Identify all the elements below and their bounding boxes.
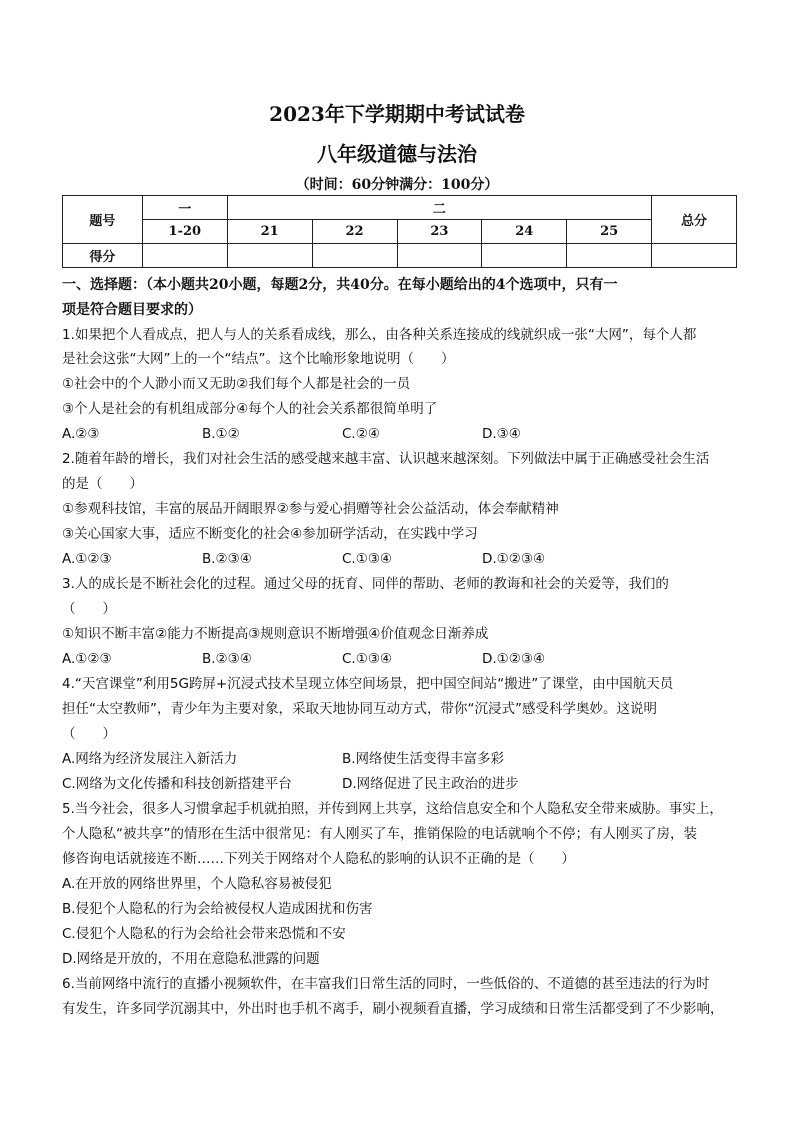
q1-option-c: C.②④ <box>342 426 380 442</box>
score-table <box>62 195 737 268</box>
score-cell <box>142 244 227 268</box>
q2-option-a: A.①②③ <box>62 551 112 567</box>
q3-stem-line2: （ ） <box>62 601 116 617</box>
section-heading-line1: 一、选择题：（本小题共20小题，每题2分，共40分。在每小题给出的4个选项中，只有一 <box>62 277 618 293</box>
q3-stem-line1: 3.人的成长是不断社会化的过程。通过父母的抚育、同伴的帮助、老师的教诲和社会的关爱等，我们的 <box>62 576 669 592</box>
q6-stem-line2: 有发生，许多同学沉溺其中，外出时也手机不离手，刷小视频看直播，学习成绩和日常生活都受到了不少影响， <box>62 1001 724 1017</box>
q5-option-c: C.侵犯个人隐私的行为会给社会带来恐慌和不安 <box>62 926 346 942</box>
score-table-section-two: 二 <box>227 196 651 220</box>
q5-option-a: A.在开放的网络世界里，个人隐私容易被侵犯 <box>62 876 332 892</box>
q1-stem-line1: 1.如果把个人看成点，把人与人的关系看成线，那么，由各种关系连接成的线就织成一张“大网”，每个人都 <box>62 327 697 343</box>
q2-stem-line2: 的是（ ） <box>62 476 143 492</box>
q3-option-c: C.①③④ <box>342 651 393 667</box>
score-cell <box>482 244 567 268</box>
q4-option-d: D.网络促进了民主政治的进步 <box>342 776 519 792</box>
score-table-q21: 21 <box>227 220 312 244</box>
score-cell <box>652 244 737 268</box>
q3-option-b: B.②③④ <box>202 651 252 667</box>
exam-title: 2023年下学期期中考试试卷 <box>269 102 525 126</box>
score-table-total: 总分 <box>652 196 737 244</box>
q3-statements-1: ①知识不断丰富②能力不断提高③规则意识不断增强④价值观念日渐养成 <box>62 626 489 642</box>
q5-stem-line3: 修咨询电话就接连不断……下列关于网络对个人隐私的影响的认识不正确的是（ ） <box>62 851 575 867</box>
q2-option-d: D.①②③④ <box>482 551 546 567</box>
exam-subject: 八年级道德与法治 <box>317 142 477 166</box>
q5-stem-line1: 5.当今社会，很多人习惯拿起手机就拍照，并传到网上共享，这给信息安全和个人隐私安全带来威胁。事实上， <box>62 801 723 817</box>
q2-statements-2: ③关心国家大事，适应不断变化的社会④参加研学活动，在实践中学习 <box>62 526 478 542</box>
score-cell <box>567 244 652 268</box>
score-table-q22: 22 <box>312 220 397 244</box>
q1-option-d: D.③④ <box>482 426 521 442</box>
q1-statements-1: ①社会中的个人渺小而又无助②我们每个人都是社会的一员 <box>62 376 411 392</box>
q5-stem-line2: 个人隐私“被共享”的情形在生活中很常见：有人刚买了车，推销保险的电话就响个不停；有人刚买了房，装 <box>62 826 697 842</box>
exam-time-info: （时间：60分钟满分：100分） <box>295 177 499 193</box>
score-table-q23: 23 <box>397 220 482 244</box>
q5-option-d: D.网络是开放的，不用在意隐私泄露的问题 <box>62 951 320 967</box>
section-heading-line2: 项是符合题目要求的） <box>62 302 202 318</box>
score-cell <box>227 244 312 268</box>
score-table-section-one: 一 <box>142 196 227 220</box>
q6-stem-line1: 6.当前网络中流行的直播小视频软件，在丰富我们日常生活的同时，一些低俗的、不道德的甚至违法的行为时 <box>62 976 710 992</box>
q1-statements-2: ③个人是社会的有机组成部分④每个人的社会关系都很简单明了 <box>62 401 438 417</box>
q2-statements-1: ①参观科技馆，丰富的展品开阔眼界②参与爱心捐赠等社会公益活动，体会奉献精神 <box>62 501 559 517</box>
q1-option-b: B.①② <box>202 426 240 442</box>
score-cell <box>312 244 397 268</box>
score-table-q25: 25 <box>567 220 652 244</box>
score-cell <box>397 244 482 268</box>
q3-option-d: D.①②③④ <box>482 651 546 667</box>
q4-option-c: C.网络为文化传播和科技创新搭建平台 <box>62 776 292 792</box>
q2-stem-line1: 2.随着年龄的增长，我们对社会生活的感受越来越丰富、认识越来越深刻。下列做法中属于正确感受社会生活 <box>62 451 710 467</box>
score-table-range-one: 1-20 <box>142 220 227 244</box>
q1-stem-line2: 是社会这张“大网”上的一个“结点”。这个比喻形象地说明（ ） <box>62 351 455 367</box>
q2-option-b: B.②③④ <box>202 551 252 567</box>
q5-option-b: B.侵犯个人隐私的行为会给被侵权人造成困扰和伤害 <box>62 901 373 917</box>
score-table-label-score: 得分 <box>63 244 143 268</box>
q3-option-a: A.①②③ <box>62 651 112 667</box>
q4-stem-line3: （ ） <box>62 726 116 742</box>
q1-option-a: A.②③ <box>62 426 100 442</box>
score-table-q24: 24 <box>482 220 567 244</box>
score-table-label-question: 题号 <box>63 196 143 244</box>
q4-stem-line1: 4.“天宫课堂”利用5G跨屏+沉浸式技术呈现立体空间场景，把中国空间站“搬进”了课堂，由中国航天员 <box>62 676 674 692</box>
q4-stem-line2: 担任“太空教师”，青少年为主要对象，采取天地协同互动方式，带你“沉浸式”感受科学奥妙。这说明 <box>62 701 657 717</box>
q4-option-b: B.网络使生活变得丰富多彩 <box>342 751 505 767</box>
q4-option-a: A.网络为经济发展注入新活力 <box>62 751 238 767</box>
q2-option-c: C.①③④ <box>342 551 393 567</box>
